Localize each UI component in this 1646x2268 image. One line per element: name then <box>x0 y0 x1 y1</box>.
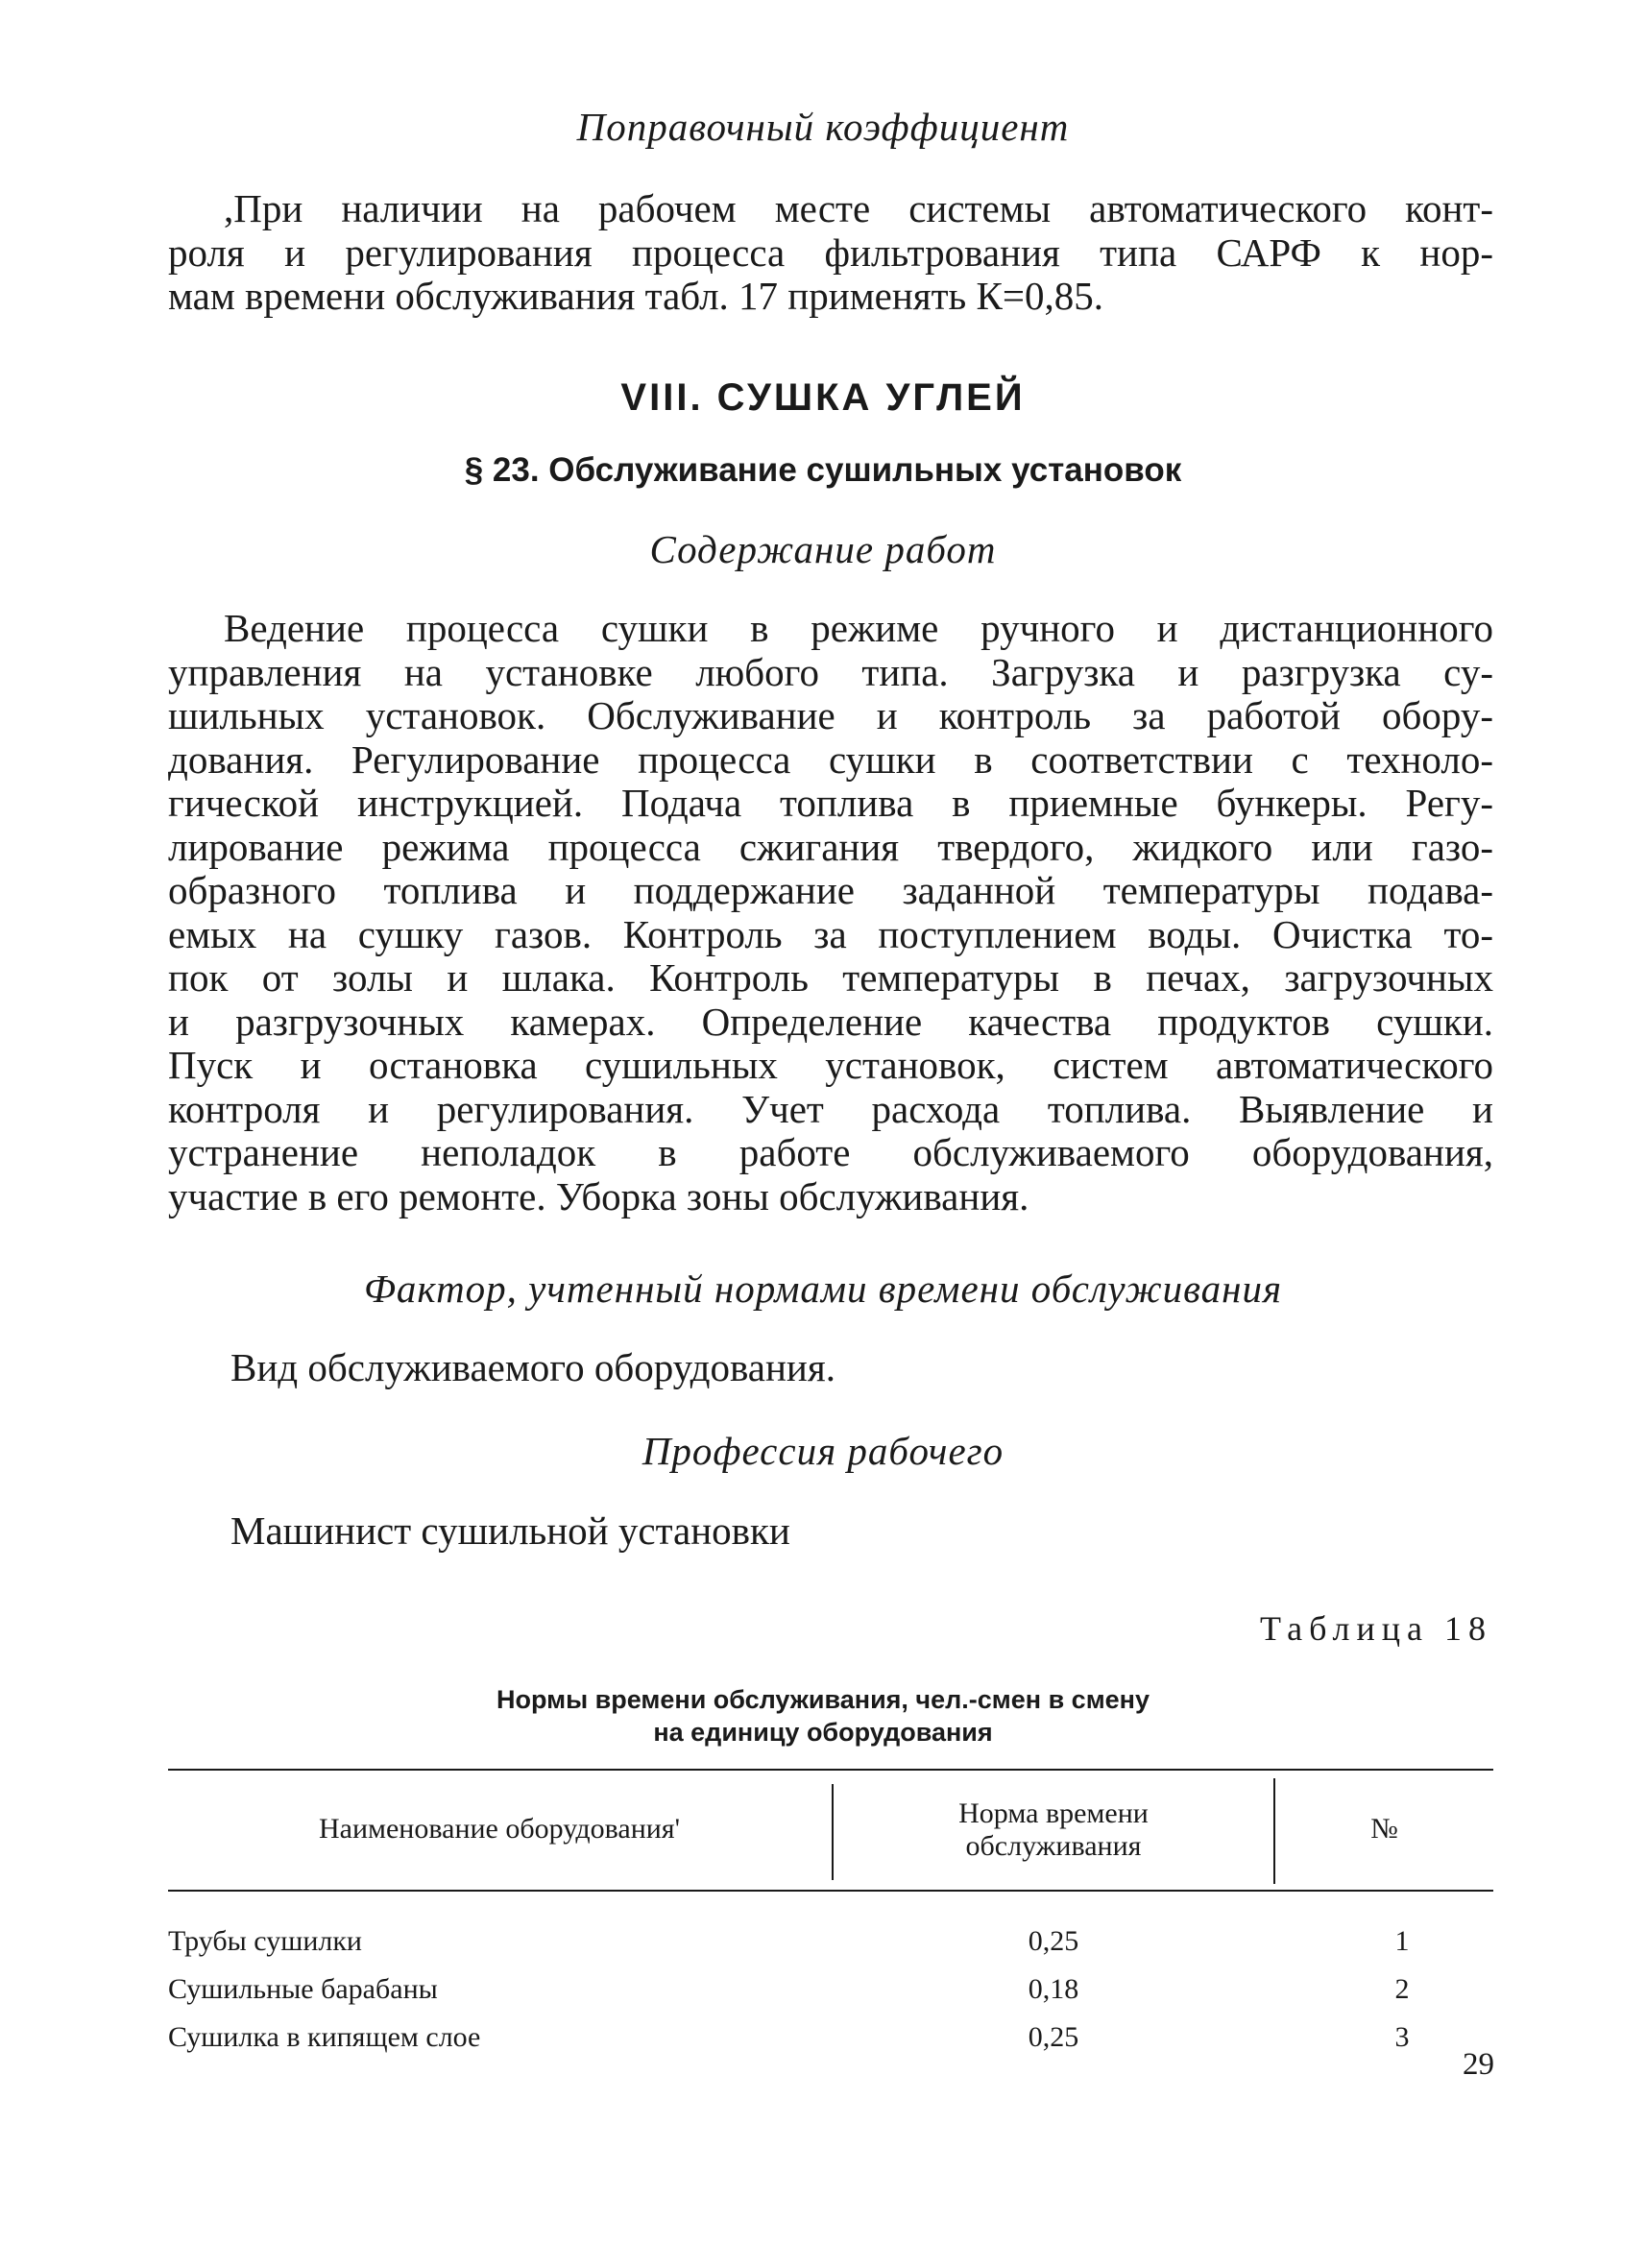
correction-line: ,При наличии на рабочем месте системы автоматического конт- <box>224 186 1493 230</box>
work-content-line: дования. Регулирование процесса сушки в соответствии с техноло- <box>168 736 1493 782</box>
cell-number: 1 <box>1394 1925 1410 1957</box>
header-equipment-name: Наименование оборудования' <box>318 1813 681 1845</box>
work-content-line: шильных установок. Обслуживание и контроль за работой обору- <box>168 693 1493 737</box>
table-top-rule <box>168 1769 1493 1771</box>
work-content-line: Пуск и остановка сушильных установок, систем автоматического <box>168 1043 1493 1087</box>
correction-line: мам времени обслуживания табл. 17 применять К=0,85. <box>168 274 1103 318</box>
page-number: 29 <box>1463 2047 1494 2082</box>
header-service-norm <box>834 1798 1273 1863</box>
cell-service-norm: 0,25 <box>1028 1925 1079 1957</box>
section-title: § 23. Обслуживание сушильных установок <box>464 451 1182 489</box>
table-title-line: Нормы времени обслуживания, чел.-смен в смену <box>496 1685 1150 1714</box>
table-title-line: на единицу оборудования <box>653 1718 993 1747</box>
factor-heading: Фактор, учтенный нормами времени обслуживания <box>363 1267 1283 1311</box>
cell-number: 3 <box>1394 2021 1410 2053</box>
work-content-line: Ведение процесса сушки в режиме ручного и дистанционного <box>224 606 1493 650</box>
work-content-line: устранение неполадок в работе обслуживаемого оборудования, <box>168 1130 1493 1174</box>
work-content-line: и разгрузочных камерах. Определение качества продуктов сушки. <box>168 999 1493 1044</box>
work-content-line: пок от золы и шлака. Контроль температуры в печах, загрузочных <box>168 955 1493 1000</box>
table-header-rule <box>168 1890 1493 1892</box>
cell-equipment-name: Трубы сушилки <box>168 1925 362 1957</box>
correction-line: роля и регулирования процесса фильтрования типа САРФ к нор- <box>168 229 1493 275</box>
cell-equipment-name: Сушилка в кипящем слое <box>168 2021 481 2053</box>
header-number: № <box>1370 1813 1398 1845</box>
work-content-paragraph <box>168 607 1493 1218</box>
work-content-line: образного топлива и поддержание заданной температуры подава- <box>168 868 1493 912</box>
cell-service-norm: 0,25 <box>1028 2021 1079 2053</box>
profession-text: Машинист сушильной установки <box>230 1508 790 1553</box>
table-label: Таблица 18 <box>1260 1609 1492 1648</box>
table-title <box>0 1683 1646 1749</box>
cell-service-norm: 0,18 <box>1028 1973 1079 2005</box>
header-service-norm-line: обслуживания <box>965 1830 1142 1862</box>
work-content-line: управления на установке любого типа. Загрузка и разгрузка су- <box>168 649 1493 694</box>
work-content-line: участие в его ремонте. Уборка зоны обслуживания. <box>168 1173 1029 1218</box>
work-content-line: гической инструкцией. Подача топлива в приемные бункеры. Регу- <box>168 781 1493 825</box>
profession-heading: Профессия рабочего <box>641 1429 1005 1473</box>
work-content-line: лирование режима процесса сжигания твердого, жидкого или газо- <box>168 824 1493 869</box>
work-content-heading: Содержание работ <box>649 527 997 571</box>
work-content-line: контроля и регулирования. Учет расхода топлива. Выявление и <box>168 1086 1493 1131</box>
cell-number: 2 <box>1394 1973 1410 2005</box>
work-content-line: емых на сушку газов. Контроль за поступлением воды. Очистка то- <box>168 911 1493 956</box>
header-service-norm-line: Норма времени <box>958 1798 1149 1829</box>
cell-equipment-name: Сушильные барабаны <box>168 1973 438 2005</box>
correction-paragraph <box>168 187 1493 319</box>
chapter-title: VIII. СУШКА УГЛЕЙ <box>620 376 1026 419</box>
correction-heading: Поправочный коэффициент <box>576 105 1070 149</box>
factor-text: Вид обслуживаемого оборудования. <box>230 1345 835 1389</box>
